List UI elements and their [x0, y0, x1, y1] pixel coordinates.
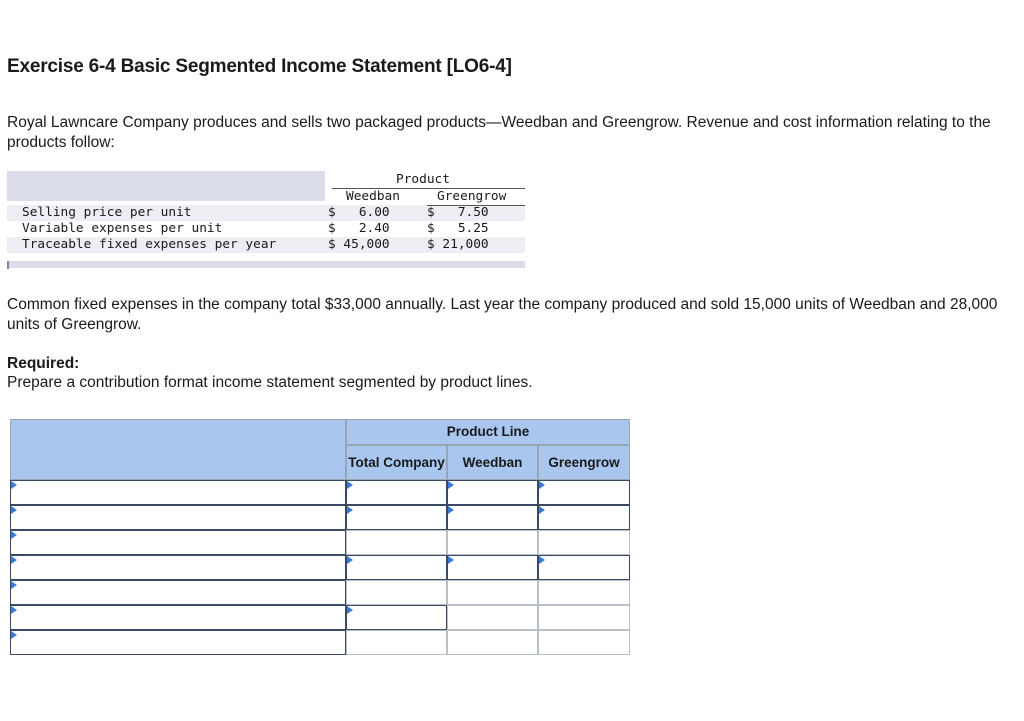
- amount-input-weedban: [447, 605, 538, 630]
- amount-input-greengrow: [538, 630, 630, 655]
- dropdown-arrow-icon[interactable]: [11, 556, 17, 564]
- label-column-header: [10, 419, 346, 480]
- row-label-dropdown[interactable]: [10, 580, 346, 605]
- amount-input-greengrow[interactable]: [538, 505, 630, 530]
- col-header-weedban: Weedban: [346, 189, 400, 204]
- amount-input-weedban: [447, 580, 538, 605]
- dropdown-arrow-icon[interactable]: [347, 506, 353, 514]
- dropdown-arrow-icon[interactable]: [347, 556, 353, 564]
- table-footer-edge: [7, 261, 9, 269]
- amount-input-greengrow[interactable]: [538, 480, 630, 505]
- row-label-dropdown[interactable]: [10, 555, 346, 580]
- table-footer-band: [7, 261, 525, 268]
- amount-input-total[interactable]: [346, 555, 447, 580]
- dropdown-arrow-icon[interactable]: [11, 506, 17, 514]
- amount-input-greengrow: [538, 580, 630, 605]
- dropdown-arrow-icon[interactable]: [11, 581, 17, 589]
- required-label: Required:: [7, 355, 80, 372]
- row-value-weedban: $ 2.40: [328, 221, 390, 236]
- product-data-table: [7, 171, 525, 268]
- dropdown-arrow-icon[interactable]: [539, 556, 545, 564]
- row-label-dropdown[interactable]: [10, 480, 346, 505]
- intro-paragraph: Royal Lawncare Company produces and sells two packaged products—Weedban and Greengrow. Revenue and cost information relating to the products follow:: [7, 114, 991, 151]
- dropdown-arrow-icon[interactable]: [539, 506, 545, 514]
- product-group-header: Product: [396, 172, 450, 187]
- dropdown-arrow-icon[interactable]: [11, 531, 17, 539]
- amount-input-greengrow: [538, 605, 630, 630]
- amount-input-total[interactable]: [346, 605, 447, 630]
- row-label: Selling price per unit: [22, 205, 192, 220]
- row-label: Variable expenses per unit: [22, 221, 223, 236]
- amount-input-total: [346, 530, 447, 555]
- greengrow-header: Greengrow: [538, 445, 630, 480]
- weedban-header: Weedban: [447, 445, 538, 480]
- required-text: Prepare a contribution format income statement segmented by product lines.: [7, 374, 533, 391]
- col-header-greengrow: Greengrow: [437, 189, 507, 204]
- total-company-header: Total Company: [346, 445, 447, 480]
- dropdown-arrow-icon[interactable]: [539, 481, 545, 489]
- dropdown-arrow-icon[interactable]: [11, 481, 17, 489]
- product-line-header: Product Line: [346, 419, 630, 445]
- dropdown-arrow-icon[interactable]: [347, 481, 353, 489]
- amount-input-total[interactable]: [346, 505, 447, 530]
- dropdown-arrow-icon[interactable]: [347, 606, 353, 614]
- row-value-greengrow: $ 5.25: [427, 221, 489, 236]
- exercise-title: Exercise 6-4 Basic Segmented Income Statement [LO6-4]: [7, 56, 512, 77]
- amount-input-total: [346, 630, 447, 655]
- row-label-dropdown[interactable]: [10, 630, 346, 655]
- row-label: Traceable fixed expenses per year: [22, 237, 277, 252]
- row-label-dropdown[interactable]: [10, 505, 346, 530]
- amount-input-greengrow: [538, 530, 630, 555]
- row-value-greengrow: $ 7.50: [427, 205, 489, 220]
- amount-input-total[interactable]: [346, 480, 447, 505]
- row-label-dropdown[interactable]: [10, 605, 346, 630]
- row-value-weedban: $ 45,000: [328, 237, 390, 252]
- dropdown-arrow-icon[interactable]: [11, 631, 17, 639]
- common-fixed-paragraph: Common fixed expenses in the company total $33,000 annually. Last year the company produced and sold 15,000 units of Weedban and 28,000 units of Greengrow.: [7, 296, 998, 333]
- row-label-dropdown[interactable]: [10, 530, 346, 555]
- amount-input-weedban: [447, 530, 538, 555]
- amount-input-greengrow[interactable]: [538, 555, 630, 580]
- amount-input-weedban: [447, 630, 538, 655]
- row-value-greengrow: $ 21,000: [427, 237, 489, 252]
- row-value-weedban: $ 6.00: [328, 205, 390, 220]
- dropdown-arrow-icon[interactable]: [448, 556, 454, 564]
- dropdown-arrow-icon[interactable]: [448, 506, 454, 514]
- amount-input-total: [346, 580, 447, 605]
- dropdown-arrow-icon[interactable]: [448, 481, 454, 489]
- amount-input-weedban[interactable]: [447, 555, 538, 580]
- amount-input-weedban[interactable]: [447, 480, 538, 505]
- amount-input-weedban[interactable]: [447, 505, 538, 530]
- dropdown-arrow-icon[interactable]: [11, 606, 17, 614]
